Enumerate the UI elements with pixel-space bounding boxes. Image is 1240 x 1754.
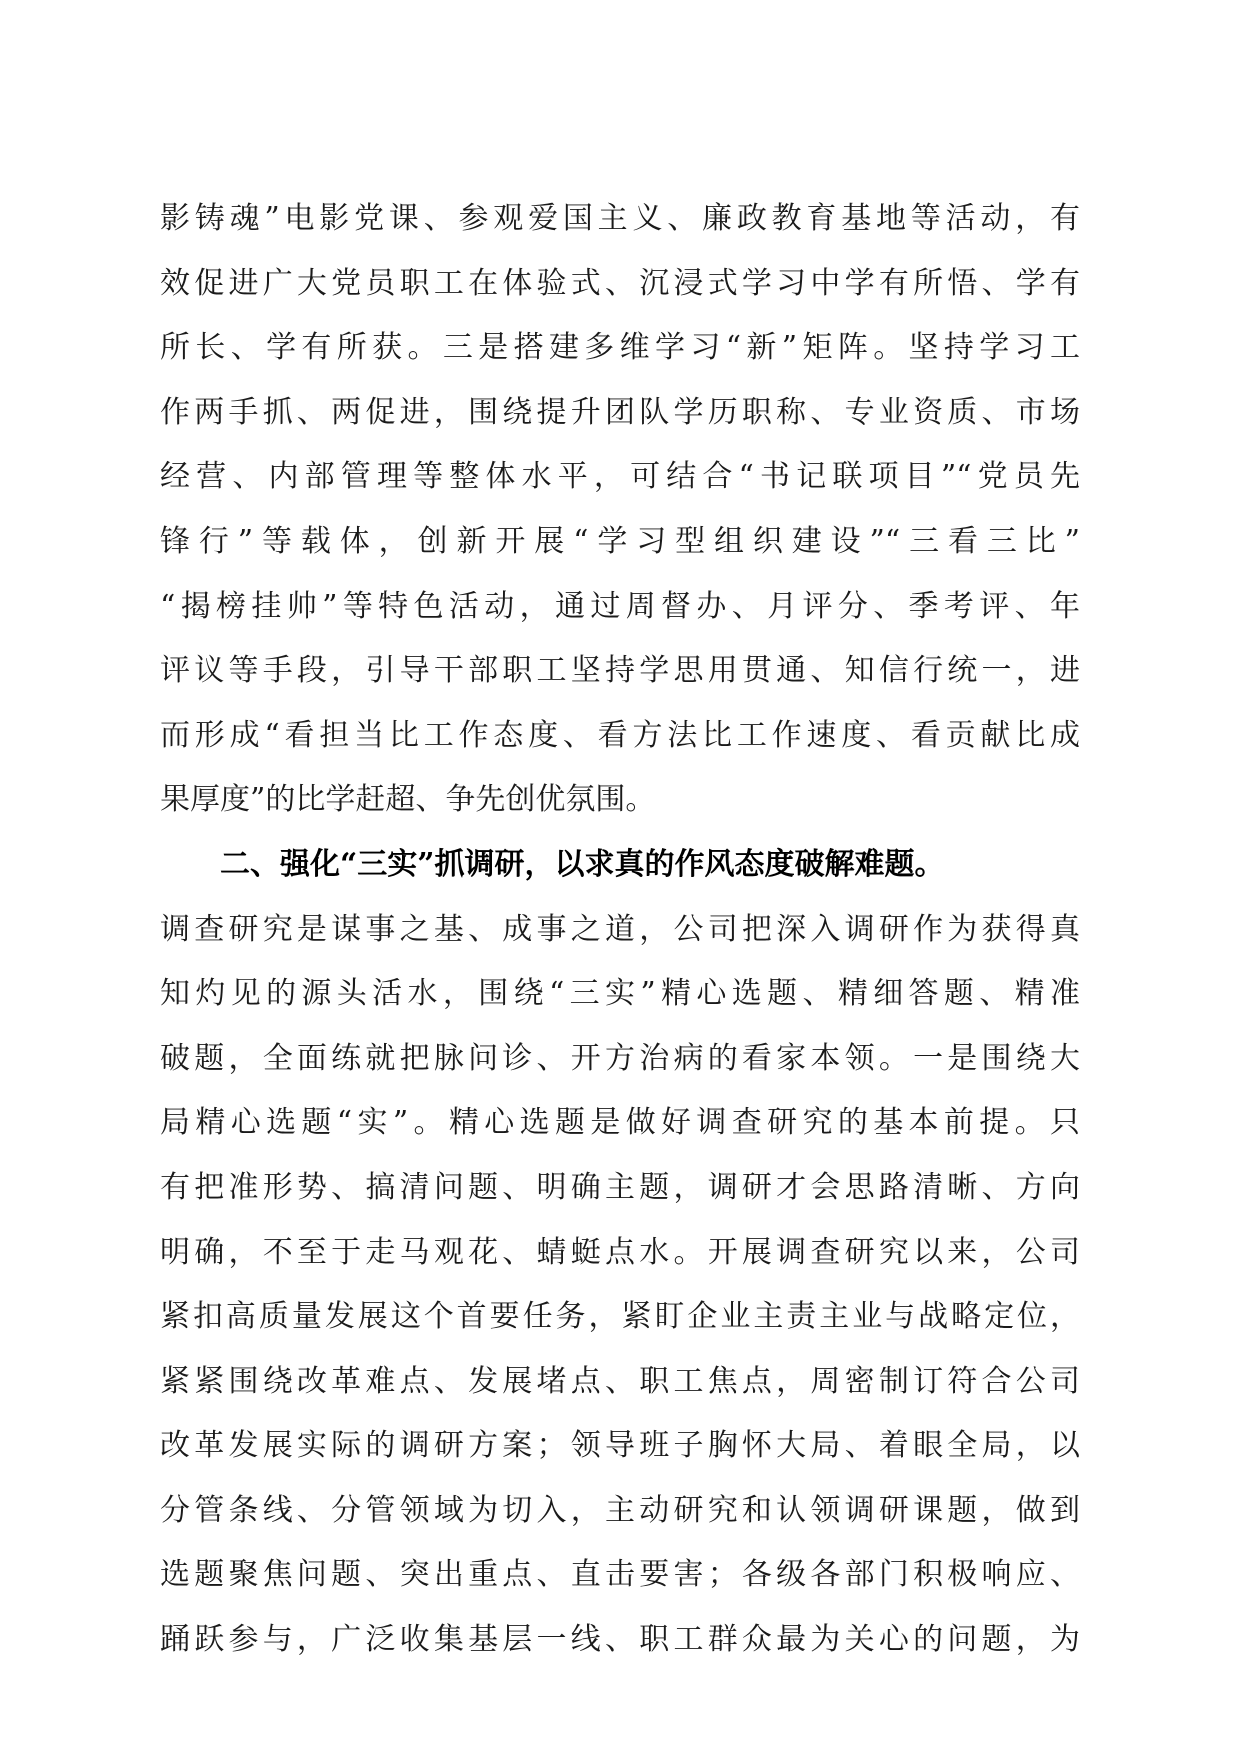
- paragraph-1-line: 经营、内部管理等整体水平，可结合“书记联项目”“党员先: [160, 459, 1080, 495]
- paragraph-1-line: “揭榜挂帅”等特色活动，通过周督办、月评分、季考评、年: [160, 588, 1080, 624]
- paragraph-1-line: 果厚度”的比学赶超、争先创优氛围。: [160, 782, 656, 818]
- paragraph-2-line: 明确，不至于走马观花、蜻蜓点水。开展调查研究以来，公司: [160, 1234, 1080, 1270]
- paragraph-1-line: 而形成“看担当比工作态度、看方法比工作速度、看贡献比成: [160, 717, 1080, 753]
- paragraph-1-line: 影铸魂”电影党课、参观爱国主义、廉政教育基地等活动，有: [160, 201, 1080, 236]
- paragraph-2-line: 知灼见的源头活水，围绕“三实”精心选题、精细答题、精准: [160, 976, 1080, 1012]
- paragraph-2-line: 破题，全面练就把脉问诊、开方治病的看家本领。一是围绕大: [160, 1040, 1080, 1076]
- paragraph-1-line: 作两手抓、两促进，围绕提升团队学历职称、专业资质、市场: [160, 394, 1080, 430]
- paragraph-2-line: 局精心选题“实”。精心选题是做好调查研究的基本前提。只: [160, 1105, 1080, 1141]
- paragraph-1-line: 所长、学有所获。三是搭建多维学习“新”矩阵。坚持学习工: [160, 330, 1080, 366]
- paragraph-2-line: 分管条线、分管领域为切入，主动研究和认领调研课题，做到: [160, 1492, 1080, 1528]
- document-body: [160, 187, 1080, 1673]
- paragraph-1-line: 评议等手段，引导干部职工坚持学思用贯通、知信行统一，进: [160, 653, 1080, 689]
- paragraph-2-line: 踊跃参与，广泛收集基层一线、职工群众最为关心的问题，为: [160, 1622, 1080, 1658]
- paragraph-2-line: 有把准形势、搞清问题、明确主题，调研才会思路清晰、方向: [160, 1169, 1080, 1205]
- paragraph-2-line: 选题聚焦问题、突出重点、直击要害；各级各部门积极响应、: [160, 1557, 1080, 1593]
- section-heading: 二、强化“三实”抓调研，以求真的作风态度破解难题。: [220, 846, 945, 882]
- paragraph-2-line: 改革发展实际的调研方案；领导班子胸怀大局、着眼全局，以: [160, 1428, 1080, 1464]
- paragraph-2-line: 紧紧围绕改革难点、发展堵点、职工焦点，周密制订符合公司: [160, 1363, 1080, 1399]
- paragraph-2-line: 调查研究是谋事之基、成事之道，公司把深入调研作为获得真: [160, 911, 1080, 947]
- paragraph-2-line: 紧扣高质量发展这个首要任务，紧盯企业主责主业与战略定位，: [160, 1299, 1080, 1335]
- paragraph-1-line: 锋行”等载体，创新开展“学习型组织建设”“三看三比”: [160, 523, 1080, 559]
- paragraph-1-line: 效促进广大党员职工在体验式、沉浸式学习中学有所悟、学有: [160, 265, 1080, 301]
